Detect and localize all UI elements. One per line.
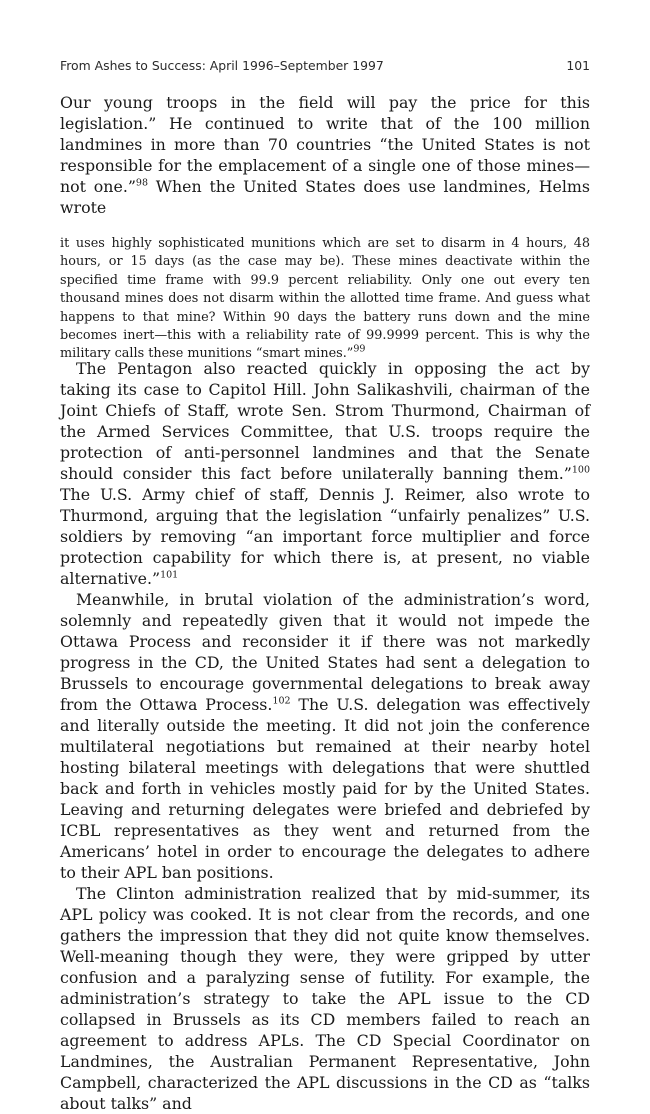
paragraph-text: The Clinton administration realized that by mid-summer, its APL policy was cooked. It is not clear from the records, and one gathers the impression that they did not quite know themselves. Well-meaning though they were, they were gripped by utter confusion and a paralyzing sense of futility. For example, the administration’s strategy to take the APL issue to the CD collapsed in Brussels as its CD members failed to reach an agreement to address APLs. The CD Special Coordinator on Landmines, the Australian Permanent Representative, John Campbell, characterized the APL discussions in the CD as “talks about talks” and (60, 884, 590, 1113)
footnote-ref-99: 99 (353, 344, 366, 356)
chapter-title: From Ashes to Success: April 1996–September 1997 (60, 58, 384, 73)
footnote-ref-98: 98 (135, 177, 149, 189)
footnote-ref-102: 102 (272, 695, 291, 707)
paragraph-text: The Pentagon also reacted quickly in opposing the act by taking its case to Capitol Hill. John Salikashvili, chairman of the Joint Chiefs of Staff, wrote Sen. Strom Thurmond, Chairman of the Armed Services Committee, that U.S. troops require the protection of anti-personnel landmines and that the Senate should consider this fact before unilaterally banning them.” (60, 359, 590, 483)
footnote-ref-101: 101 (160, 569, 179, 581)
opening-paragraph (60, 92, 590, 218)
quote-text: it uses highly sophisticated munitions which are set to disarm in 4 hours, 48 hours, or 15 days (as the case may be). These mines deactivate within the specified time frame with 99.9 percent reliability. Only one out every ten thousand mines does not disarm within the allotted time frame. And guess what happens to that mine? Within 90 days the battery runs down and the mine becomes inert—this with a reliability rate of 99.9999 percent. This is why the military calls these munitions “smart mines.” (60, 236, 590, 362)
paragraph-text: When the United States does use landmines, Helms wrote (60, 177, 590, 217)
block-quote (60, 235, 590, 364)
paragraph-pentagon (60, 358, 590, 589)
footnote-ref-100: 100 (571, 464, 590, 476)
main-text (60, 358, 590, 1114)
paragraph-text: Meanwhile, in brutal violation of the administration’s word, solemnly and repeatedly given that it would not impede the Ottawa Process and reconsider it if there was not markedly progress in the CD, the United States had sent a delegation to Brussels to encourage governmental delegations to break away from the Ottawa Process. (60, 590, 590, 714)
page-number: 101 (566, 58, 590, 73)
paragraph-text: The U.S. delegation was effectively and literally outside the meeting. It did not join the conference multilateral negotiations but remained at their nearby hotel hosting bilateral meetings with delegations that were shuttled back and forth in vehicles mostly paid for by the United States. Leaving and returning delegates were briefed and debriefed by ICBL representatives as they went and returned from the Americans’ hotel in order to encourage the delegates to adhere to their APL ban positions. (60, 695, 590, 882)
paragraph-meanwhile (60, 589, 590, 883)
paragraph-text: Our young troops in the field will pay the price for this legislation.” He continued to write that of the 100 million landmines in more than 70 countries “the United States is not responsible for the emplacement of a single one of those mines—not one.” (60, 93, 590, 196)
paragraph-clinton (60, 883, 590, 1114)
paragraph-text: The U.S. Army chief of staff, Dennis J. Reimer, also wrote to Thurmond, arguing that the legislation “unfairly penalizes” U.S. soldiers by removing “an important force multiplier and force protection capability for which there is, at present, no viable alternative.” (60, 485, 590, 588)
